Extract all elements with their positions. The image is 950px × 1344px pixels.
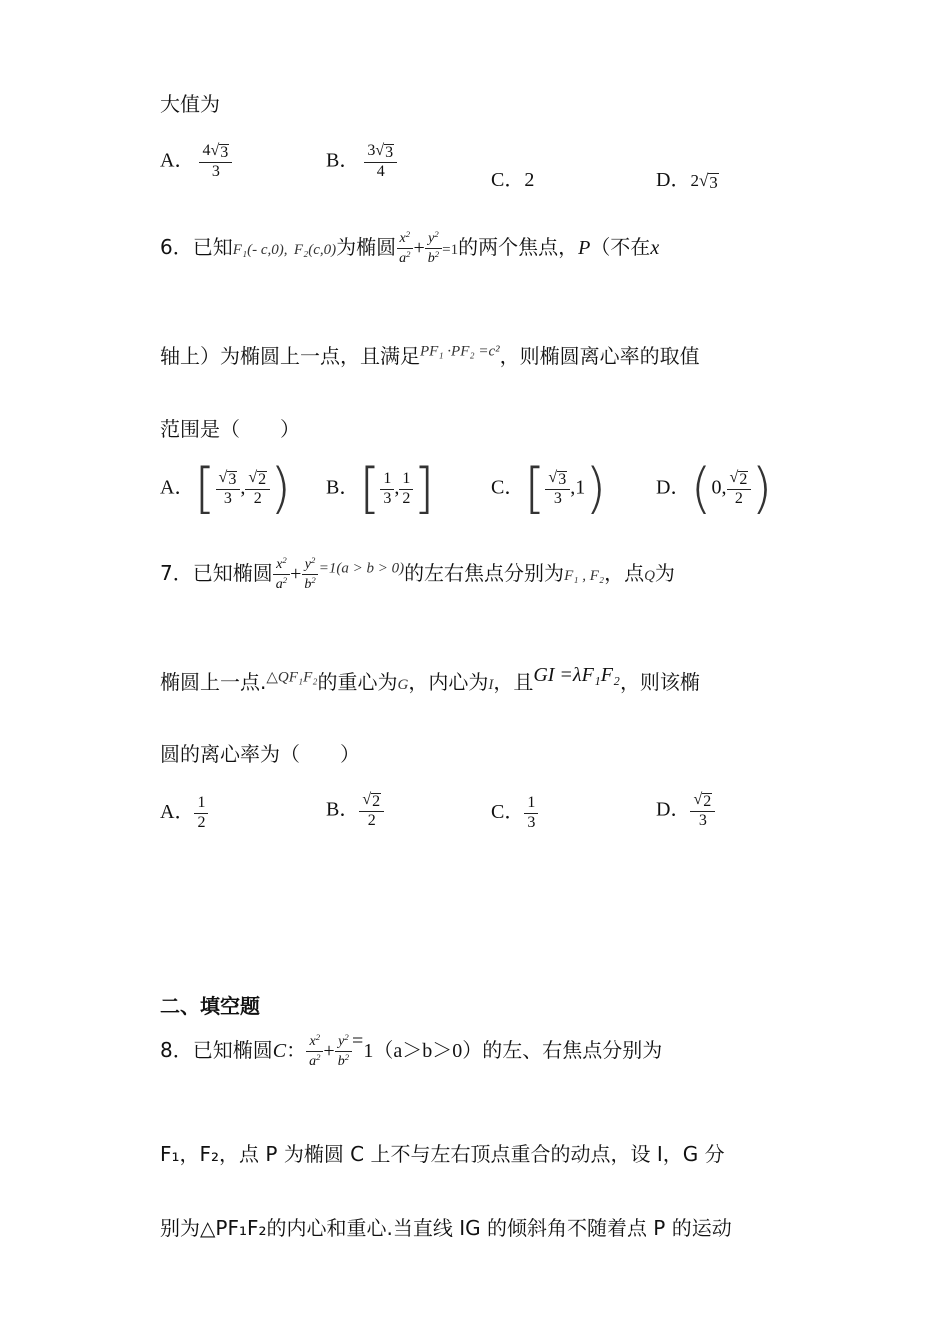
q8-line1: 8．已知椭圆C： $\frac{x^2}{a^2}$ + $\frac{y^2}{b^2}$ =1（a＞b＞0）的左、右焦点分别为 [160, 1030, 663, 1070]
q5-option-d[interactable]: D．2 √ 3 [656, 169, 718, 192]
q7-line2: 椭圆上一点.$^{\triangle QF_1F_2}$的重心为G，内心为I，且GI =λF₁F₂，则该椭 [160, 664, 700, 694]
q7-ellipse-fraction-y: $\frac{y^2}{b^2}$ [301, 556, 318, 593]
q7-line1: 7．已知椭圆 $\frac{x^2}{a^2}$ + $\frac{y^2}{b^2}$ $^{=1(a > b > 0)}$的左右焦点分别为F₁ , F₂，点Q为 [160, 555, 675, 593]
q8-ellipse-fraction-y: $\frac{y^2}{b^2}$ [335, 1033, 352, 1070]
q6-option-b[interactable]: B．[ $\frac{1}{3}$ , $\frac{1}{2}$ ] [326, 457, 435, 520]
q7-option-c[interactable]: C． $\frac{1}{3}$ [491, 795, 538, 832]
q5-a-fraction: 4 √ 3 3 [199, 143, 232, 181]
top-line: 大值为 [160, 92, 220, 116]
q5-option-c[interactable]: C．2 [491, 169, 535, 191]
q7-option-a[interactable]: A． $\frac{1}{2}$ [160, 795, 208, 832]
q5-b-fraction: 3 √ 3 4 [364, 143, 397, 181]
q6-line1: 6．已知F₁(- c,0), F₂(c,0)为椭圆 $\frac{x^2}{a^2}$ + $\frac{y^2}{b^2}$ =1的两个焦点，P（不在x [160, 229, 660, 267]
q7-option-d[interactable]: D． √ 2 3 [656, 792, 715, 830]
q6-option-c[interactable]: C．[ √ 3 3 ,1) [491, 457, 607, 520]
q8-line2: F₁，F₂，点 P 为椭圆 C 上不与左右顶点重合的动点，设 I，G 分 [160, 1142, 725, 1166]
section-title: 二、填空题 [160, 994, 260, 1018]
q6-ellipse-fraction-x: $\frac{x^2}{a^2}$ [396, 230, 413, 267]
q5-option-b[interactable]: B． 3 √ 3 4 [326, 143, 397, 181]
q6-line3: 范围是（ ） [160, 417, 300, 441]
q7-ellipse-fraction-x: $\frac{x^2}{a^2}$ [273, 556, 290, 593]
q6-option-d[interactable]: D．(0, √ 2 2 ) [656, 457, 773, 520]
q6-option-a[interactable]: A．[ √ 3 3 , √ 2 2 ) [160, 457, 292, 520]
q8-ellipse-fraction-x: $\frac{x^2}{a^2}$ [306, 1033, 323, 1070]
q6-ellipse-fraction-y: $\frac{y^2}{b^2}$ [425, 230, 442, 267]
q8-line3: 别为△PF₁F₂的内心和重心.当直线 IG 的倾斜角不随着点 P 的运动 [160, 1216, 732, 1240]
q7-line3: 圆的离心率为（ ） [160, 742, 360, 766]
q7-option-b[interactable]: B． √ 2 2 [326, 792, 384, 830]
q5-option-a[interactable]: A． 4 √ 3 3 [160, 143, 232, 181]
q6-line2: 轴上）为椭圆上一点，且满足$^{PF_1 \cdot PF_2 =c^2}$，则椭圆离心率的取值 [160, 343, 700, 368]
